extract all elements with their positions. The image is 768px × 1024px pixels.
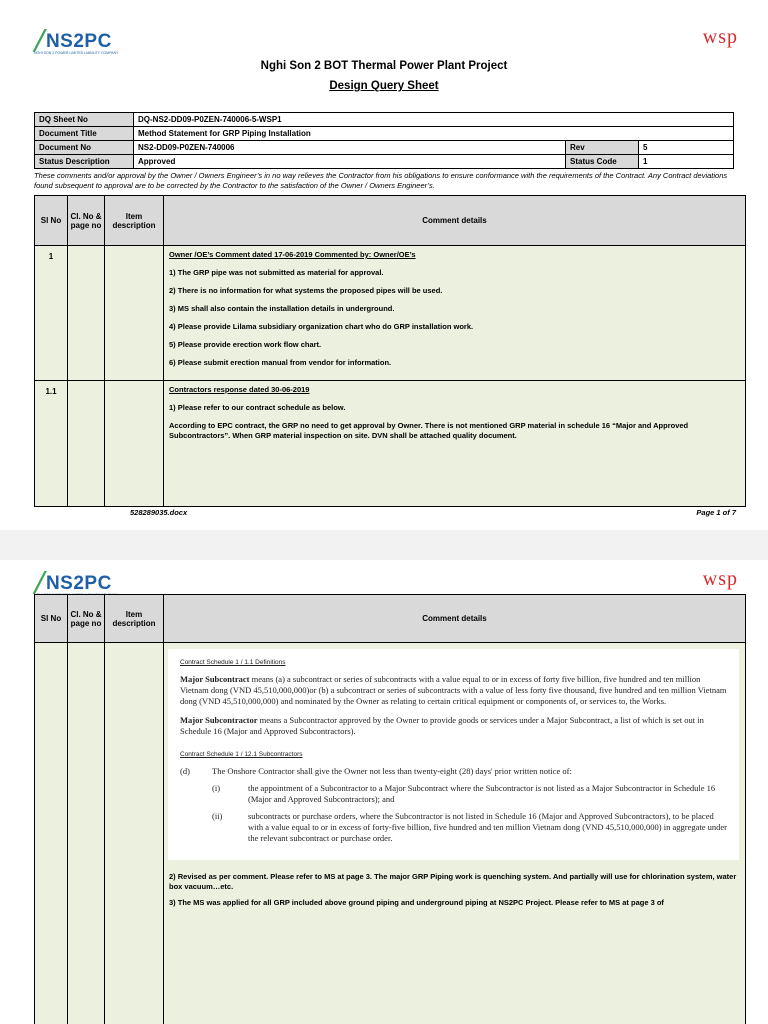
comment-line: 5) Please provide erection work flow chart. xyxy=(169,340,322,349)
header-cl: Cl. No & page no xyxy=(68,595,105,643)
footer-page-number: Page 1 of 7 xyxy=(696,508,736,517)
response-lines xyxy=(164,868,745,912)
wsp-logo: wsp xyxy=(702,568,738,590)
row-item xyxy=(105,643,164,1024)
row-cl xyxy=(68,381,105,507)
comment-line: 1) The GRP pipe was not submitted as material for approval. xyxy=(169,268,384,277)
header-sl: Sl No xyxy=(35,595,68,643)
sheet-title: Design Query Sheet xyxy=(329,80,439,92)
row-sl xyxy=(35,643,68,1024)
document-meta-table xyxy=(34,112,734,169)
clause-item: (d) The Onshore Contractor shall give the Owner not less than twenty-eight (28) days' prior written notice of: xyxy=(180,766,572,776)
row-cl xyxy=(68,643,105,1024)
page-gap xyxy=(0,530,768,560)
ns2pc-logo: ╱NS2PC xyxy=(34,573,112,594)
header-sl: Sl No xyxy=(35,196,68,246)
comment-line: 6) Please submit erection manual from vendor for information. xyxy=(169,358,392,367)
header-comment: Comment details xyxy=(164,595,746,643)
comment-table xyxy=(34,594,746,1024)
row-comment xyxy=(164,381,746,507)
row-comment xyxy=(164,246,746,381)
row-cl xyxy=(68,246,105,381)
header-item: Item description xyxy=(105,196,164,246)
page-2 xyxy=(0,560,768,1024)
doc-no-value: NS2-DD09-P0ZEN-740006 xyxy=(134,141,566,155)
header-comment: Comment details xyxy=(164,196,746,246)
status-code-label: Status Code xyxy=(566,155,639,169)
comment-heading: Contractors response dated 30-06-2019 xyxy=(169,385,310,394)
comment-line: 3) The MS was applied for all GRP included above ground piping and underground piping at NS2PC Project. Please refer to MS at page 3 of xyxy=(169,898,664,907)
contract-section-heading: Contract Schedule 1 / 1.1 Definitions xyxy=(180,659,286,666)
clause-subitem: (i) the appointment of a Subcontractor to a Major Subcontract where the Subcontractor is not listed as a Major Subcontractor in Schedule 16 (Major and Approved Subcontractors); and xyxy=(212,783,716,804)
table-row xyxy=(35,381,746,507)
contract-section-heading: Contract Schedule 1 / 12.1 Subcontractors xyxy=(180,751,303,758)
comment-line: 3) MS shall also contain the installation details in underground. xyxy=(169,304,395,313)
dq-value: DQ-NS2-DD09-P0ZEN-740006-5-WSP1 xyxy=(134,113,734,127)
project-title: Nghi Son 2 BOT Thermal Power Plant Project xyxy=(260,60,508,72)
comment-line: 2) There is no information for what systems the proposed pipes will be used. xyxy=(169,286,443,295)
doc-title-label: Document Title xyxy=(35,127,134,141)
row-sl: 1.1 xyxy=(35,381,68,507)
ns2pc-logo: ╱NS2PC NGHI SON 2 POWER LIMITED LIABILITY COMPANY xyxy=(34,31,119,55)
row-item xyxy=(105,381,164,507)
table-row xyxy=(35,246,746,381)
comment-heading: Owner /OE’s Comment dated 17-06-2019 Commented by: Owner/OE’s xyxy=(169,250,416,259)
disclaimer: These comments and/or approval by the Owner / Owners Engineer’s in no way relieves the Contractor from his obligations to ensure conformance with the requirements of the Contract. Any Contract deviations found subsequent to approval are to be corrected by the Contractor to the satisfaction of the Owner / Owners Engineer’s. xyxy=(34,171,728,190)
doc-title-value: Method Statement for GRP Piping Installation xyxy=(134,127,734,141)
wsp-logo: wsp xyxy=(702,26,738,48)
dq-label: DQ Sheet No xyxy=(35,113,134,127)
doc-no-label: Document No xyxy=(35,141,134,155)
row-comment xyxy=(164,643,746,1024)
header-cl: Cl. No & page no xyxy=(68,196,105,246)
status-code-value: 1 xyxy=(639,155,734,169)
comment-line: 1) Please refer to our contract schedule as below. xyxy=(169,403,346,412)
footer-filename: 528289035.docx xyxy=(130,508,188,517)
contract-excerpt xyxy=(168,649,739,860)
rev-label: Rev xyxy=(566,141,639,155)
comment-table xyxy=(34,195,746,507)
header-item: Item description xyxy=(105,595,164,643)
definition-paragraph: Major Subcontract means (a) a subcontract or series of subcontracts with a value equal to or in excess of forty five billion, five hundred and ten million Vietnam dong (VND 45,510,000,000)or (b) a subcontract or series of subcontracts with a value of less forty five thousand, five hundred and ten million Vietnam dong (VND 45,510,000,000) and nominated by the Owner as relating to certain critical equipment or components of, or services to, the Works. xyxy=(180,674,727,706)
row-sl: 1 xyxy=(35,246,68,381)
row-item xyxy=(105,246,164,381)
comment-line: 4) Please provide Lilama subsidiary organization chart who do GRP installation work. xyxy=(169,322,474,331)
comment-line: According to EPC contract, the GRP no need to get approval by Owner. There is not mentioned GRP material in schedule 16 “Major and Approved Subcontractors”. When GRP material inspection on site. DVN shall be attached quality document. xyxy=(169,421,689,440)
definition-paragraph: Major Subcontractor means a Subcontractor approved by the Owner to provide goods or services under a Major Subcontract, a list of which is set out in Schedule 16 (Major and Approved Subcontractors). xyxy=(180,715,704,736)
comment-line: 2) Revised as per comment. Please refer to MS at page 3. The major GRP Piping work is quenching system. And partially will use for chlorination system, water box vacuum…etc. xyxy=(169,872,737,891)
table-row xyxy=(35,643,746,1024)
clause-subitem: (ii) subcontracts or purchase orders, where the Subcontractor is not listed in Schedule 16 (Major and Approved Subcontractors), to be placed with a value equal to or in excess of forty-five billion, five hundred and ten million Vietnam dong (VND 45,510,000,000) in aggregate under the relevant subcontract or purchase order. xyxy=(212,811,727,843)
status-label: Status Description xyxy=(35,155,134,169)
status-value: Approved xyxy=(134,155,566,169)
rev-value: 5 xyxy=(639,141,734,155)
